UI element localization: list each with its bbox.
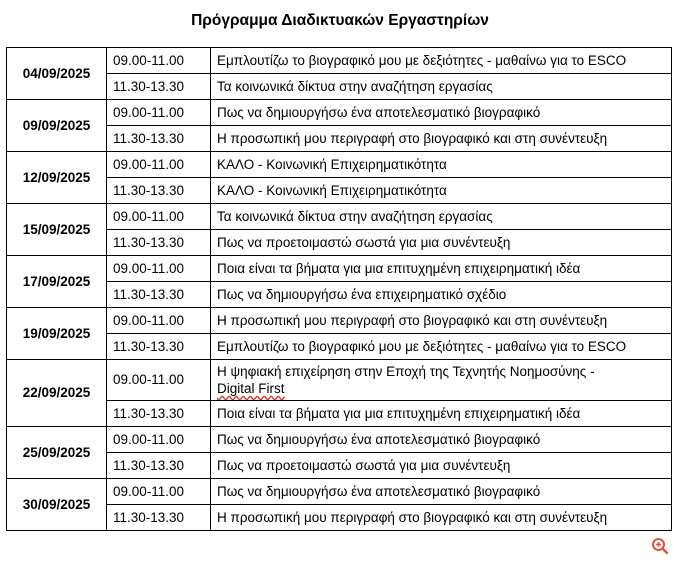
table-row [7, 282, 672, 308]
topic-text-continuation: Digital First [217, 381, 285, 396]
time-cell: 11.30-13.30 [107, 453, 211, 479]
time-cell: 09.00-11.00 [107, 256, 211, 282]
time-cell: 11.30-13.30 [107, 401, 211, 427]
topic-text: Η ψηφιακή επιχείρηση στην Εποχή της Τεχνητής Νοημοσύνης - [217, 364, 595, 379]
table-row [7, 230, 672, 256]
table-row [7, 100, 672, 126]
topic-cell: Η προσωπική μου περιγραφή στο βιογραφικό και στη συνέντευξη [211, 308, 672, 334]
time-cell: 09.00-11.00 [107, 204, 211, 230]
topic-cell: Ποια είναι τα βήματα για μια επιτυχημένη επιχειρηματική ιδέα [211, 256, 672, 282]
time-cell: 09.00-11.00 [107, 152, 211, 178]
date-cell: 09/09/2025 [7, 100, 107, 152]
table-row [7, 427, 672, 453]
table-row [7, 308, 672, 334]
date-cell: 25/09/2025 [7, 427, 107, 479]
topic-cell: ΚΑΛΟ - Κοινωνική Επιχειρηματικότητα [211, 152, 672, 178]
topic-cell: Εμπλουτίζω το βιογραφικό μου με δεξιότητες - μαθαίνω για το ESCO [211, 334, 672, 360]
topic-cell: Πως να προετοιμαστώ σωστά για μια συνέντευξη [211, 453, 672, 479]
date-cell: 30/09/2025 [7, 479, 107, 531]
schedule-table [6, 47, 672, 531]
table-row [7, 204, 672, 230]
date-cell: 17/09/2025 [7, 256, 107, 308]
table-row [7, 48, 672, 74]
time-cell: 11.30-13.30 [107, 334, 211, 360]
time-cell: 11.30-13.30 [107, 178, 211, 204]
time-cell: 09.00-11.00 [107, 100, 211, 126]
date-cell: 15/09/2025 [7, 204, 107, 256]
topic-cell: Πως να δημιουργήσω ένα αποτελεσματικό βιογραφικό [211, 479, 672, 505]
table-row [7, 256, 672, 282]
time-cell: 11.30-13.30 [107, 74, 211, 100]
table-row [7, 505, 672, 531]
time-cell: 11.30-13.30 [107, 282, 211, 308]
date-cell: 19/09/2025 [7, 308, 107, 360]
topic-cell: Πως να δημιουργήσω ένα αποτελεσματικό βιογραφικό [211, 100, 672, 126]
date-cell: 22/09/2025 [7, 360, 107, 427]
time-cell: 09.00-11.00 [107, 479, 211, 505]
zoom-in-icon[interactable] [651, 537, 669, 555]
table-row [7, 453, 672, 479]
topic-cell: Πως να δημιουργήσω ένα αποτελεσματικό βιογραφικό [211, 427, 672, 453]
time-cell: 09.00-11.00 [107, 48, 211, 74]
table-row [7, 479, 672, 505]
date-cell: 04/09/2025 [7, 48, 107, 100]
topic-cell: Τα κοινωνικά δίκτυα στην αναζήτηση εργασίας [211, 204, 672, 230]
time-cell: 11.30-13.30 [107, 126, 211, 152]
time-cell: 11.30-13.30 [107, 505, 211, 531]
page-title: Πρόγραμμα Διαδικτυακών Εργαστηρίων [191, 12, 489, 29]
time-cell: 11.30-13.30 [107, 230, 211, 256]
topic-cell: ΚΑΛΟ - Κοινωνική Επιχειρηματικότητα [211, 178, 672, 204]
topic-cell: Τα κοινωνικά δίκτυα στην αναζήτηση εργασίας [211, 74, 672, 100]
table-row [7, 401, 672, 427]
topic-cell: Ποια είναι τα βήματα για μια επιτυχημένη επιχειρηματική ιδέα [211, 401, 672, 427]
table-row [7, 152, 672, 178]
table-row [7, 126, 672, 152]
topic-cell [211, 360, 672, 401]
topic-cell: Η προσωπική μου περιγραφή στο βιογραφικό και στη συνέντευξη [211, 126, 672, 152]
time-cell: 09.00-11.00 [107, 360, 211, 401]
table-row [7, 360, 672, 401]
topic-cell: Η προσωπική μου περιγραφή στο βιογραφικό και στη συνέντευξη [211, 505, 672, 531]
date-cell: 12/09/2025 [7, 152, 107, 204]
topic-cell: Εμπλουτίζω το βιογραφικό μου με δεξιότητες - μαθαίνω για το ESCO [211, 48, 672, 74]
time-cell: 09.00-11.00 [107, 308, 211, 334]
topic-cell: Πως να δημιουργήσω ένα επιχειρηματικό σχέδιο [211, 282, 672, 308]
table-row [7, 178, 672, 204]
table-row [7, 74, 672, 100]
topic-cell: Πως να προετοιμαστώ σωστά για μια συνέντευξη [211, 230, 672, 256]
table-row [7, 334, 672, 360]
time-cell: 09.00-11.00 [107, 427, 211, 453]
